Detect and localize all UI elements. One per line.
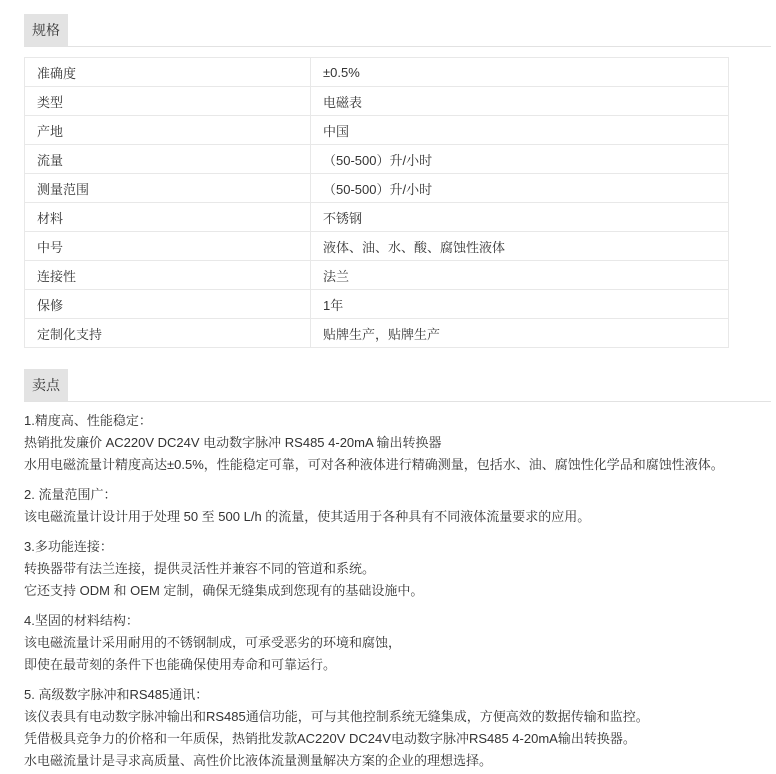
spec-label-cell: 类型 (25, 87, 311, 116)
spec-value-cell: ±0.5% (311, 58, 729, 87)
spec-table (24, 57, 729, 348)
selling-paragraph: 3.多功能连接： 转换器带有法兰连接，提供灵活性并兼容不同的管道和系统。 它还支持 ODM 和 OEM 定制，确保无缝集成到您现有的基础设施中。 (24, 539, 424, 598)
spec-label-cell: 定制化支持 (25, 319, 311, 348)
selling-section (0, 369, 776, 772)
table-row (25, 232, 729, 261)
spec-table-body (25, 58, 729, 348)
spec-value-cell: 液体、油、水、酸、腐蚀性液体 (311, 232, 729, 261)
selling-paragraph: 2. 流量范围广： 该电磁流量计设计用于处理 50 至 500 L/h 的流量，使其适用于各种具有不同液体流量要求的应用。 (24, 487, 591, 524)
spec-label-cell: 连接性 (25, 261, 311, 290)
table-row (25, 145, 729, 174)
table-row (25, 203, 729, 232)
spec-section-header (24, 14, 771, 47)
table-row (25, 87, 729, 116)
spec-section (0, 14, 776, 348)
spec-value-cell: 电磁表 (311, 87, 729, 116)
spec-value-cell: （50-500）升/小时 (311, 145, 729, 174)
table-row (25, 319, 729, 348)
table-row (25, 174, 729, 203)
table-row (25, 116, 729, 145)
spec-value-cell: 法兰 (311, 261, 729, 290)
spec-label-cell: 测量范围 (25, 174, 311, 203)
selling-points (0, 402, 776, 772)
spec-label-cell: 流量 (25, 145, 311, 174)
spec-label-cell: 产地 (25, 116, 311, 145)
spec-value-cell: 不锈钢 (311, 203, 729, 232)
spec-tab: 规格 (24, 14, 68, 46)
spec-label-cell: 中号 (25, 232, 311, 261)
spec-label-cell: 准确度 (25, 58, 311, 87)
spec-label-cell: 材料 (25, 203, 311, 232)
table-row (25, 261, 729, 290)
spec-label-cell: 保修 (25, 290, 311, 319)
spec-value-cell: 1年 (311, 290, 729, 319)
selling-paragraph: 4.坚固的材料结构： 该电磁流量计采用耐用的不锈钢制成，可承受恶劣的环境和腐蚀， 即使在最苛刻的条件下也能确保使用寿命和可靠运行。 (24, 613, 402, 672)
table-row (25, 290, 729, 319)
spec-value-cell: 中国 (311, 116, 729, 145)
spec-value-cell: 贴牌生产，贴牌生产 (311, 319, 729, 348)
selling-tab: 卖点 (24, 369, 68, 401)
selling-paragraph: 1.精度高、性能稳定： 热销批发廉价 AC220V DC24V 电动数字脉冲 RS485 4-20mA 输出转换器 水用电磁流量计精度高达±0.5%，性能稳定可靠，可对各种液体进行精确测量，包括水、油、腐蚀性化学品和腐蚀性液体。 (24, 413, 724, 472)
selling-section-header (24, 369, 771, 402)
table-row (25, 58, 729, 87)
spec-value-cell: （50-500）升/小时 (311, 174, 729, 203)
selling-paragraph: 5. 高级数字脉冲和RS485通讯： 该仪表具有电动数字脉冲输出和RS485通信功能，可与其他控制系统无缝集成，方便高效的数据传输和监控。 凭借极具竞争力的价格和一年质保，热销批发款AC220V DC24V电动数字脉冲RS485 4-20mA输出转换器。 水电磁流量计是寻求高质量、高性价比液体流量测量解决方案的企业的理想选择。 (24, 687, 649, 768)
